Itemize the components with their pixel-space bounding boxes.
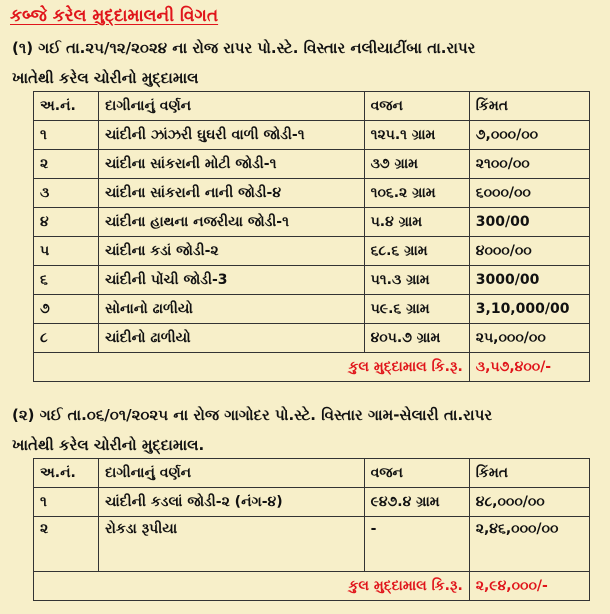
- table-row: [34, 517, 590, 572]
- table-row: [34, 266, 590, 295]
- row-price: ૪૮,૦૦૦/૦૦: [469, 488, 589, 517]
- header-price: કિંમત: [469, 92, 589, 121]
- row-weight: ૪૦૫.૭ ગ્રામ: [364, 324, 469, 353]
- row-serial: ૭: [34, 295, 99, 324]
- row-weight: ૫.૪ ગ્રામ: [364, 208, 469, 237]
- row-description: સોનાનો ઢાળીયો: [99, 295, 364, 324]
- row-description: ચાંદીના સાંકરાની મોટી જોડી-૧: [99, 150, 364, 179]
- header-description: દાગીનાનું વર્ણન: [99, 92, 364, 121]
- table-row: [34, 295, 590, 324]
- row-description: રોકડા રૂપીયા: [99, 517, 364, 572]
- header-weight: વજન: [364, 459, 469, 488]
- header-price: કિંમત: [469, 459, 589, 488]
- table-total-row: [34, 353, 590, 382]
- row-price: 3,10,000/00: [469, 295, 589, 324]
- section1-intro: [12, 33, 604, 93]
- row-description: ચાંદીની પોંચી જોડી-3: [99, 266, 364, 295]
- table-row: [34, 121, 590, 150]
- row-weight: ૬૮.૬ ગ્રામ: [364, 237, 469, 266]
- row-weight: ૩૭ ગ્રામ: [364, 150, 469, 179]
- header-weight: વજન: [364, 92, 469, 121]
- row-price: 3000/00: [469, 266, 589, 295]
- table-row: [34, 237, 590, 266]
- table-row: [34, 150, 590, 179]
- table-row: [34, 179, 590, 208]
- seized-items-table-2: [33, 458, 590, 601]
- row-price: ૭,૦૦૦/૦૦: [469, 121, 589, 150]
- section1-intro-line2: ખાતેથી કરેલ ચોરીનો મુદ્દામાલ: [12, 69, 199, 87]
- header-description: દાગીનાનું વર્ણન: [99, 459, 364, 488]
- section2-intro-line2: ખાતેથી કરેલ ચોરીનો મુદ્દામાલ.: [12, 436, 205, 454]
- row-serial: ૬: [34, 266, 99, 295]
- table-total-row: [34, 572, 590, 601]
- row-serial: ૫: [34, 237, 99, 266]
- row-serial: ૨: [34, 150, 99, 179]
- row-price: 300/00: [469, 208, 589, 237]
- row-weight: -: [364, 517, 469, 572]
- header-serial: અ.નં.: [34, 92, 99, 121]
- row-description: ચાંદીનો ઢાળીયો: [99, 324, 364, 353]
- table-header-row: [34, 92, 590, 121]
- row-weight: ૧૦૬.૨ ગ્રામ: [364, 179, 469, 208]
- row-serial: ૧: [34, 121, 99, 150]
- row-serial: ૧: [34, 488, 99, 517]
- row-price: ૨૧૦૦/૦૦: [469, 150, 589, 179]
- table-row: [34, 324, 590, 353]
- section2-intro: [12, 400, 604, 460]
- header-serial: અ.નં.: [34, 459, 99, 488]
- table-header-row: [34, 459, 590, 488]
- section1-intro-line1: (૧) ગઈ તા.૨૫/૧૨/૨૦૨૪ ના રોજ રાપર પો.સ્ટે. વિસ્તાર નલીયાટીંબા તા.રાપર: [12, 39, 476, 57]
- row-price: ૨૫,૦૦૦/૦૦: [469, 324, 589, 353]
- row-serial: ૩: [34, 179, 99, 208]
- table-row: [34, 208, 590, 237]
- total-value: ૨,૯૪,૦૦૦/-: [469, 572, 589, 601]
- row-description: ચાંદીના સાંકરાની નાની જોડી-૪: [99, 179, 364, 208]
- page-heading: કબ્જે કરેલ મુદ્દામાલની વિગત: [10, 6, 219, 26]
- row-weight: ૫૧.૩ ગ્રામ: [364, 266, 469, 295]
- row-weight: ૧૨૫.૧ ગ્રામ: [364, 121, 469, 150]
- row-description: ચાંદીની ઝાંઝરી ઘુઘરી વાળી જોડી-૧: [99, 121, 364, 150]
- row-weight: ૯૪૭.૪ ગ્રામ: [364, 488, 469, 517]
- table-row: [34, 488, 590, 517]
- row-serial: ૪: [34, 208, 99, 237]
- row-price: ૬૦૦૦/૦૦: [469, 179, 589, 208]
- total-value: ૩,૫૭,૪૦૦/-: [469, 353, 589, 382]
- row-serial: ૮: [34, 324, 99, 353]
- row-price: ૨,૪૬,૦૦૦/૦૦: [469, 517, 589, 572]
- row-description: ચાંદીના કડાં જોડી-૨: [99, 237, 364, 266]
- row-description: ચાંદીના હાથના નજરીયા જોડી-૧: [99, 208, 364, 237]
- seized-items-table-1: [33, 91, 590, 382]
- section2-intro-line1: (૨) ગઈ તા.૦૬/૦૧/૨૦૨૫ ના રોજ ગાગોદર પો.સ્ટે. વિસ્તાર ગામ-સેલારી તા.રાપર: [12, 406, 493, 424]
- total-label: કુલ મુદ્દામાલ કિ.રૂ.: [34, 353, 470, 382]
- row-serial: ૨: [34, 517, 99, 572]
- row-description: ચાંદીની કડલાં જોડી-૨ (નંગ-૪): [99, 488, 364, 517]
- row-weight: ૫૯.૬ ગ્રામ: [364, 295, 469, 324]
- total-label: કુલ મુદ્દામાલ કિ.રૂ.: [34, 572, 470, 601]
- row-price: ૪૦૦૦/૦૦: [469, 237, 589, 266]
